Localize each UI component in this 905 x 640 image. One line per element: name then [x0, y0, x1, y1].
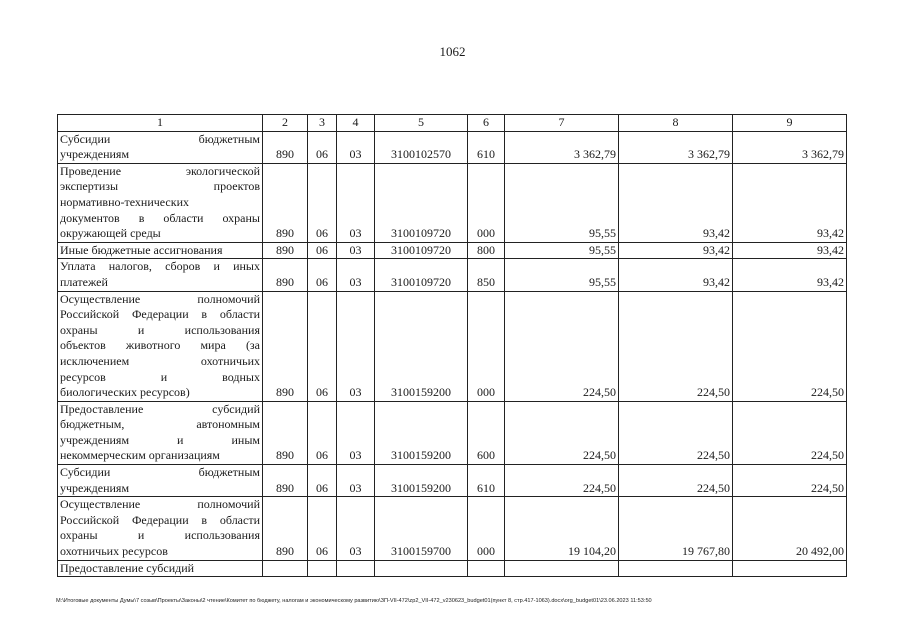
cell-amount-col7: 95,55 — [505, 242, 619, 259]
description-line: Осуществление полномочий — [60, 291, 260, 306]
cell-expense-type — [468, 560, 505, 577]
cell-expense-type: 000 — [468, 291, 505, 401]
page-number: 1062 — [439, 44, 466, 59]
cell-target-article: 3100159200 — [375, 465, 468, 497]
cell-section: 06 — [308, 497, 337, 560]
cell-description — [58, 291, 263, 401]
table-row — [58, 465, 847, 497]
column-header: 9 — [733, 115, 847, 132]
cell-section: 06 — [308, 401, 337, 464]
cell-admin-code: 890 — [263, 291, 308, 401]
description-line: объектов животного мира (за — [60, 338, 260, 353]
cell-section: 06 — [308, 291, 337, 401]
cell-amount-col8: 224,50 — [619, 401, 733, 464]
column-header: 6 — [468, 115, 505, 132]
description-line: Предоставление субсидий — [60, 401, 260, 416]
cell-admin-code: 890 — [263, 259, 308, 291]
cell-section: 06 — [308, 131, 337, 163]
cell-amount-col8: 93,42 — [619, 242, 733, 259]
cell-expense-type: 600 — [468, 401, 505, 464]
budget-table — [57, 114, 847, 577]
cell-amount-col9: 93,42 — [733, 242, 847, 259]
column-header: 1 — [58, 115, 263, 132]
column-header: 2 — [263, 115, 308, 132]
description-line: Проведение экологической — [60, 163, 260, 178]
cell-amount-col9: 3 362,79 — [733, 131, 847, 163]
cell-admin-code: 890 — [263, 465, 308, 497]
description-line: платежей — [60, 274, 108, 289]
cell-admin-code: 890 — [263, 163, 308, 242]
cell-section — [308, 560, 337, 577]
cell-target-article: 3100109720 — [375, 242, 468, 259]
description-line: экспертизы проектов — [60, 179, 260, 194]
cell-amount-col9 — [733, 560, 847, 577]
description-line: Иные бюджетные ассигнования — [60, 242, 223, 257]
column-header: 7 — [505, 115, 619, 132]
cell-target-article: 3100159200 — [375, 401, 468, 464]
document-path-footer: M:\Итоговые документы Думы\7 созыв\Проекты\Законы\2 чтение\Комитет по бюджету, налогам и экономическому развитию\ЗП-VII-472\zp2_VII-472_v230623_budget01(пункт 8, стр.417-1063).docx\org_budget01\23.06.2023 11:53:50 — [56, 598, 652, 604]
cell-amount-col8: 19 767,80 — [619, 497, 733, 560]
cell-expense-type: 000 — [468, 497, 505, 560]
cell-target-article: 3100109720 — [375, 163, 468, 242]
cell-target-article: 3100159200 — [375, 291, 468, 401]
cell-amount-col7: 19 104,20 — [505, 497, 619, 560]
cell-amount-col7: 224,50 — [505, 401, 619, 464]
cell-target-article — [375, 560, 468, 577]
cell-expense-type: 000 — [468, 163, 505, 242]
cell-admin-code: 890 — [263, 401, 308, 464]
description-line: охотничьих ресурсов — [60, 544, 168, 559]
cell-amount-col8: 224,50 — [619, 465, 733, 497]
cell-amount-col9: 93,42 — [733, 259, 847, 291]
cell-expense-type: 800 — [468, 242, 505, 259]
cell-description — [58, 163, 263, 242]
description-line: ресурсов и водных — [60, 369, 260, 384]
cell-subsection: 03 — [337, 259, 375, 291]
description-line: учреждениям — [60, 480, 130, 495]
cell-admin-code: 890 — [263, 131, 308, 163]
description-line: бюджетным, автономным — [60, 417, 260, 432]
table-row — [58, 259, 847, 291]
cell-amount-col7 — [505, 560, 619, 577]
table-row — [58, 291, 847, 401]
description-line: некоммерческим организациям — [60, 448, 220, 463]
description-line: учреждениям — [60, 147, 130, 162]
cell-subsection: 03 — [337, 242, 375, 259]
cell-amount-col8: 224,50 — [619, 291, 733, 401]
cell-amount-col7: 224,50 — [505, 465, 619, 497]
cell-subsection: 03 — [337, 291, 375, 401]
description-line: Субсидии бюджетным — [60, 131, 260, 146]
cell-amount-col9: 224,50 — [733, 291, 847, 401]
cell-amount-col7: 95,55 — [505, 259, 619, 291]
cell-amount-col7: 3 362,79 — [505, 131, 619, 163]
table-row — [58, 163, 847, 242]
cell-description — [58, 497, 263, 560]
cell-amount-col9: 224,50 — [733, 401, 847, 464]
cell-amount-col8 — [619, 560, 733, 577]
column-header: 3 — [308, 115, 337, 132]
table-row — [58, 401, 847, 464]
column-header: 8 — [619, 115, 733, 132]
cell-section: 06 — [308, 259, 337, 291]
description-line: документов в области охраны — [60, 210, 260, 225]
cell-description — [58, 259, 263, 291]
description-line: Субсидии бюджетным — [60, 465, 260, 480]
description-line: Предоставление субсидий — [60, 560, 195, 575]
table-row — [58, 242, 847, 259]
cell-target-article: 3100159700 — [375, 497, 468, 560]
cell-subsection: 03 — [337, 163, 375, 242]
cell-amount-col8: 93,42 — [619, 259, 733, 291]
table-row — [58, 131, 847, 163]
table-row — [58, 560, 847, 577]
cell-admin-code: 890 — [263, 497, 308, 560]
description-line: охраны и использования — [60, 322, 260, 337]
cell-target-article: 3100102570 — [375, 131, 468, 163]
cell-subsection — [337, 560, 375, 577]
description-line: Осуществление полномочий — [60, 497, 260, 512]
cell-subsection: 03 — [337, 497, 375, 560]
description-line: нормативно-технических — [60, 194, 190, 209]
cell-amount-col9: 224,50 — [733, 465, 847, 497]
description-line: Российской Федерации в области — [60, 307, 260, 322]
cell-subsection: 03 — [337, 131, 375, 163]
cell-amount-col8: 3 362,79 — [619, 131, 733, 163]
column-header: 4 — [337, 115, 375, 132]
cell-expense-type: 610 — [468, 131, 505, 163]
cell-description — [58, 560, 263, 577]
description-line: окружающей среды — [60, 226, 161, 241]
cell-section: 06 — [308, 163, 337, 242]
cell-section: 06 — [308, 465, 337, 497]
cell-admin-code — [263, 560, 308, 577]
cell-amount-col9: 93,42 — [733, 163, 847, 242]
table-header-row — [58, 115, 847, 132]
cell-amount-col7: 95,55 — [505, 163, 619, 242]
description-line: Уплата налогов, сборов и иных — [60, 259, 260, 274]
cell-expense-type: 850 — [468, 259, 505, 291]
cell-description — [58, 465, 263, 497]
cell-admin-code: 890 — [263, 242, 308, 259]
cell-description — [58, 242, 263, 259]
cell-subsection: 03 — [337, 401, 375, 464]
cell-description — [58, 401, 263, 464]
description-line: учреждениям и иным — [60, 432, 260, 447]
table-row — [58, 497, 847, 560]
cell-section: 06 — [308, 242, 337, 259]
cell-target-article: 3100109720 — [375, 259, 468, 291]
column-header: 5 — [375, 115, 468, 132]
cell-subsection: 03 — [337, 465, 375, 497]
description-line: охраны и использования — [60, 528, 260, 543]
cell-description — [58, 131, 263, 163]
cell-amount-col7: 224,50 — [505, 291, 619, 401]
cell-expense-type: 610 — [468, 465, 505, 497]
description-line: биологических ресурсов) — [60, 385, 190, 400]
description-line: исключением охотничьих — [60, 353, 260, 368]
cell-amount-col9: 20 492,00 — [733, 497, 847, 560]
description-line: Российской Федерации в области — [60, 512, 260, 527]
cell-amount-col8: 93,42 — [619, 163, 733, 242]
